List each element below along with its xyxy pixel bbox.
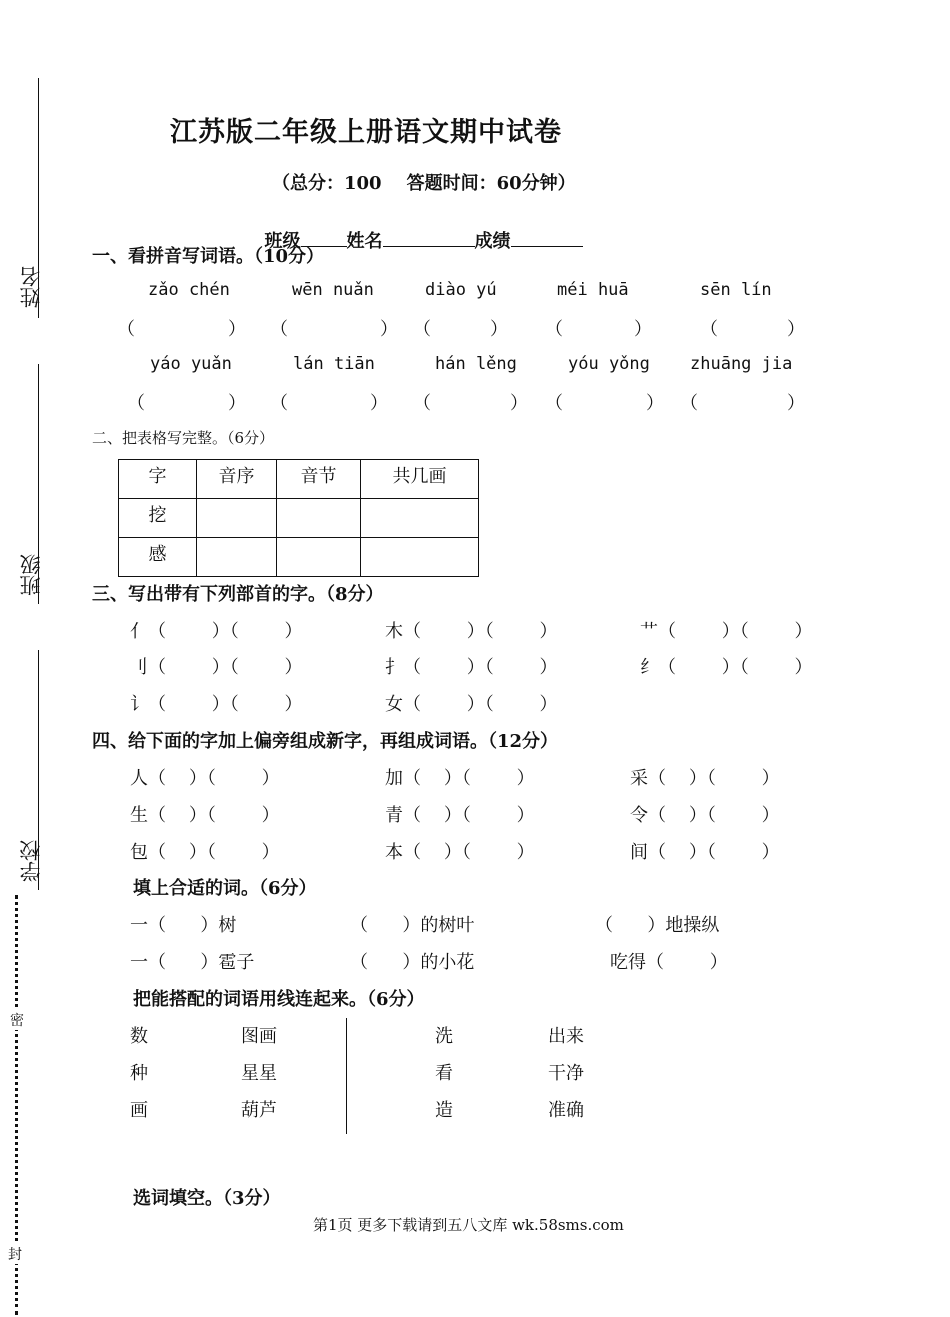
match-word[interactable]: 葫芦 — [241, 1100, 277, 1121]
margin-name-label: 姓名 — [19, 266, 43, 308]
fill-table — [118, 459, 479, 577]
match-word[interactable]: 准确 — [548, 1100, 584, 1121]
section6-heading: 把能搭配的词语用线连起来。（6分） — [133, 989, 425, 1010]
answer-paren-open: （ — [413, 393, 431, 414]
answer-paren-open: （ — [413, 319, 431, 340]
table-header: 字 — [119, 460, 197, 499]
answer-paren-open: （ — [270, 393, 288, 414]
table-cell[interactable] — [277, 538, 361, 577]
answer-paren-open: （ — [545, 319, 563, 340]
match-word[interactable]: 星星 — [241, 1063, 277, 1084]
radical-item: 木（ ）（ ） — [385, 621, 558, 642]
name-label: 姓名 — [346, 231, 383, 252]
page-title: 江苏版二年级上册语文期中试卷 — [170, 117, 562, 148]
section1-heading: 一、看拼音写词语。（10分） — [92, 246, 325, 267]
radical-item: 亻（ ）（ ） — [130, 621, 303, 642]
pinyin-1-1: zǎo chén — [148, 280, 230, 300]
answer-paren-close: ） — [228, 393, 246, 414]
answer-paren-close: ） — [646, 393, 664, 414]
fill-word-item: 一（ ）雹子 — [130, 952, 255, 973]
answer-paren-open: （ — [680, 393, 698, 414]
match-word[interactable]: 干净 — [548, 1063, 584, 1084]
table-header: 音节 — [277, 460, 361, 499]
compose-item: 生（ ）（ ） — [130, 805, 280, 826]
pinyin-2-1: yáo yuǎn — [150, 354, 232, 374]
compose-item: 间（ ）（ ） — [630, 842, 780, 863]
fill-word-item: （ ）地操纵 — [595, 915, 720, 936]
fill-word-item: 一（ ）树 — [130, 915, 237, 936]
pinyin-2-5: zhuāng jia — [690, 354, 793, 374]
compose-item: 本（ ）（ ） — [385, 842, 535, 863]
answer-paren-open: （ — [117, 319, 135, 340]
answer-paren-close: ） — [490, 319, 508, 340]
answer-paren-close: ） — [634, 319, 652, 340]
match-word[interactable]: 画 — [130, 1100, 148, 1121]
radical-item: 扌（ ）（ ） — [385, 657, 558, 678]
section7-heading: 选词填空。（3分） — [133, 1188, 281, 1209]
table-header: 共几画 — [361, 460, 479, 499]
answer-paren-close: ） — [510, 393, 528, 414]
match-divider — [346, 1018, 347, 1134]
score-blank[interactable] — [511, 226, 583, 247]
page-subtitle: （总分：100 答题时间：60分钟） — [272, 173, 576, 194]
compose-item: 加（ ）（ ） — [385, 768, 535, 789]
compose-item: 人（ ）（ ） — [130, 768, 280, 789]
answer-paren-open: （ — [127, 393, 145, 414]
match-word[interactable]: 出来 — [548, 1026, 584, 1047]
table-cell[interactable] — [197, 538, 277, 577]
pinyin-1-5: sēn lín — [700, 280, 772, 300]
answer-paren-close: ） — [787, 393, 805, 414]
margin-class-label: 班级 — [19, 554, 43, 596]
fill-word-item: （ ）的小花 — [350, 952, 475, 973]
radical-item: 讠（ ）（ ） — [130, 694, 303, 715]
match-word[interactable]: 种 — [130, 1063, 148, 1084]
pinyin-1-4: méi huā — [557, 280, 629, 300]
table-char: 挖 — [119, 499, 197, 538]
table-cell[interactable] — [361, 499, 479, 538]
score-label: 成绩 — [474, 231, 511, 252]
section5-heading: 填上合适的词。（6分） — [133, 878, 317, 899]
page-footer: 第1页 更多下载请到五八文库 wk.58sms.com — [313, 1216, 624, 1234]
table-char: 感 — [119, 538, 197, 577]
radical-item: 女（ ）（ ） — [385, 694, 558, 715]
pinyin-1-2: wēn nuǎn — [292, 280, 374, 300]
pinyin-2-4: yóu yǒng — [568, 354, 650, 374]
radical-item: 纟（ ）（ ） — [640, 657, 813, 678]
section3-heading: 三、写出带有下列部首的字。（8分） — [92, 584, 384, 605]
fill-word-item: （ ）的树叶 — [350, 915, 475, 936]
match-word[interactable]: 看 — [435, 1063, 453, 1084]
seal-mi-label: 密 — [10, 1010, 24, 1030]
pinyin-2-3: hán lěng — [435, 354, 517, 374]
compose-item: 青（ ）（ ） — [385, 805, 535, 826]
radical-item: 艹（ ）（ ） — [640, 621, 813, 642]
section2-heading: 二、把表格写完整。（6分） — [92, 429, 275, 447]
margin-school-label: 学校 — [19, 840, 43, 882]
fill-word-item: 吃得（ ） — [610, 952, 728, 973]
pinyin-2-2: lán tiān — [293, 354, 375, 374]
match-word[interactable]: 图画 — [241, 1026, 277, 1047]
answer-paren-open: （ — [545, 393, 563, 414]
match-word[interactable]: 造 — [435, 1100, 453, 1121]
radical-item: 刂（ ）（ ） — [130, 657, 303, 678]
table-cell[interactable] — [361, 538, 479, 577]
section4-heading: 四、给下面的字加上偏旁组成新字，再组成词语。（12分） — [92, 731, 559, 752]
table-cell[interactable] — [277, 499, 361, 538]
answer-paren-close: ） — [380, 319, 398, 340]
match-word[interactable]: 洗 — [435, 1026, 453, 1047]
class-label: 班级 — [264, 231, 301, 252]
table-header: 音序 — [197, 460, 277, 499]
seal-feng-label: 封 — [8, 1244, 22, 1264]
answer-paren-open: （ — [270, 319, 288, 340]
compose-item: 令（ ）（ ） — [630, 805, 780, 826]
pinyin-1-3: diào yú — [425, 280, 497, 300]
compose-item: 包（ ）（ ） — [130, 842, 280, 863]
answer-paren-open: （ — [700, 319, 718, 340]
name-blank[interactable] — [383, 226, 475, 247]
answer-paren-close: ） — [228, 319, 246, 340]
answer-paren-close: ） — [370, 393, 388, 414]
table-cell[interactable] — [197, 499, 277, 538]
compose-item: 采（ ）（ ） — [630, 768, 780, 789]
answer-paren-close: ） — [787, 319, 805, 340]
match-word[interactable]: 数 — [130, 1026, 148, 1047]
